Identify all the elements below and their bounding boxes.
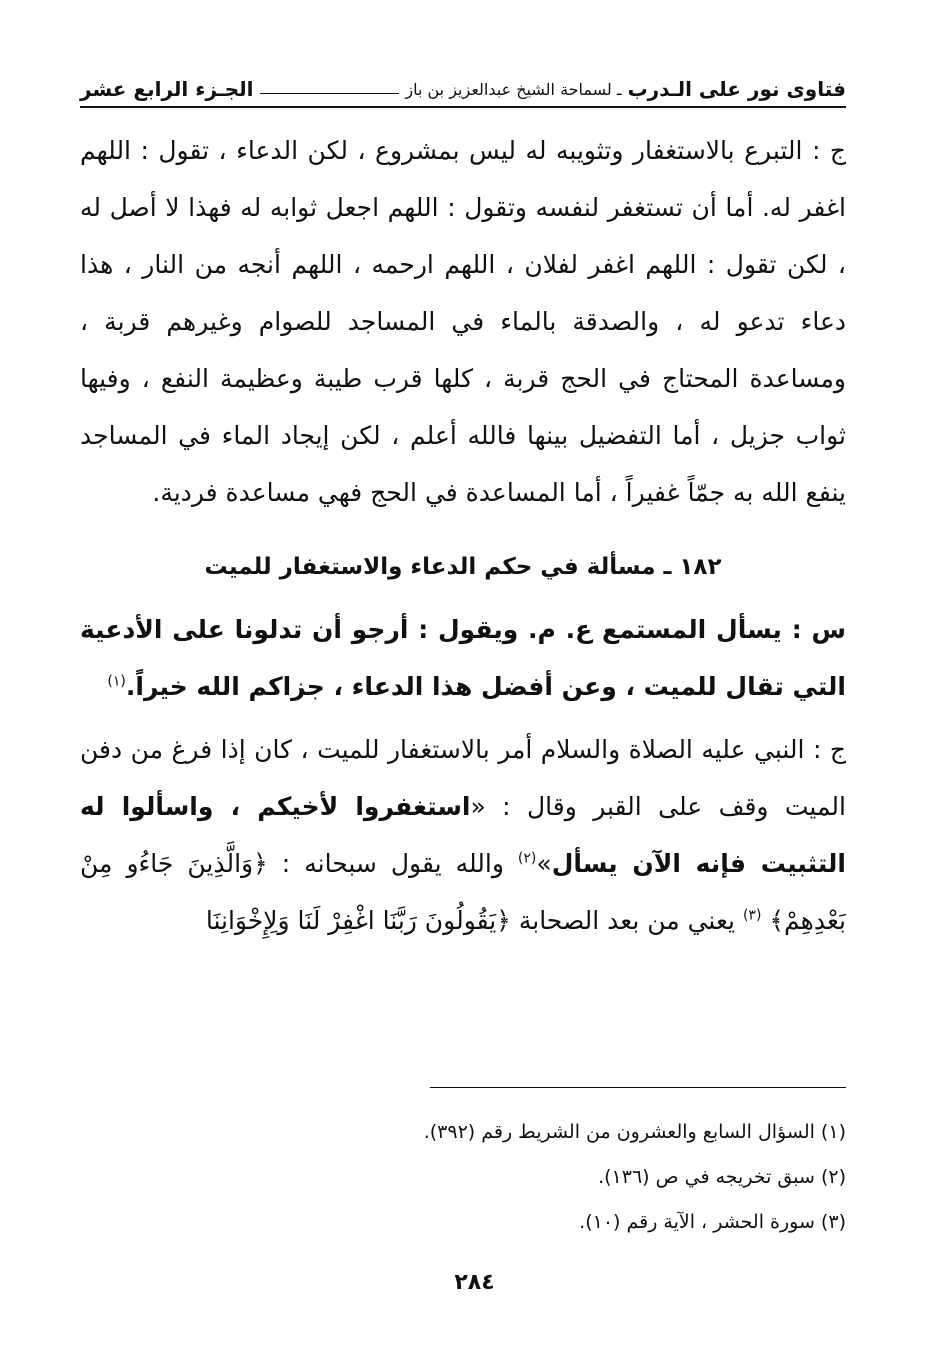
quran-verse-1: وَالَّذِينَ جَاءُو مِنْ بَعْدِهِمْ xyxy=(80,849,846,935)
footnote-ref-2: (٢) xyxy=(517,850,537,867)
page-number: ٢٨٤ xyxy=(454,1270,495,1295)
answer2-continuation: والله يقول سبحانه : ﴿ xyxy=(253,849,518,878)
question-paragraph xyxy=(80,601,846,715)
header-title-group xyxy=(405,77,846,101)
footnote-1: (١) السؤال السابع والعشرون من الشريط رقم (٣٩٢). xyxy=(423,1121,846,1143)
running-header xyxy=(80,72,846,108)
footnote-ref-3: (٣) xyxy=(742,907,762,924)
footnote-ref-1: (١) xyxy=(107,673,126,690)
footnotes xyxy=(80,1110,846,1245)
main-text xyxy=(80,122,846,949)
header-divider xyxy=(260,93,400,94)
answer2-explanation: يعني من بعد الصحابة ﴿ xyxy=(496,906,743,935)
answer-paragraph-1: ج : التبرع بالاستغفار وتثويبه له ليس بمشروع ، لكن الدعاء ، تقول : اللهم اغفر له. أما أن تستغفر لنفسه وتقول : اللهم اجعل ثوابه له فهذا لا أصل له ، لكن تقول : اللهم اغفر لفلان ، اللهم ارحمه ، اللهم أنجه من النار ، هذا دعاء تدعو له ، والصدقة بالماء في المساجد للصوام وغيرهم قربة ، ومساعدة المحتاج في الحج قربة ، كلها قرب طيبة وعظيمة النفع ، وفيها ثواب جزيل ، أما التفضيل بينها فالله أعلم ، لكن إيجاد الماء في المساجد ينفع الله به جمّاً غفيراً ، أما المساعدة في الحج فهي مساعدة فردية. xyxy=(80,136,846,507)
question-text: س : يسأل المستمع ع. م. ويقول : أرجو أن تدلونا على الأدعية التي تقال للميت ، وعن أفضل هذا الدعاء ، جزاكم الله خيراً. xyxy=(80,615,846,701)
answer2-bracket-close: ﴾ xyxy=(761,906,785,935)
footnote-separator xyxy=(430,1087,846,1088)
section-heading: ١٨٢ ـ مسألة في حكم الدعاء والاستغفار للميت xyxy=(204,554,722,580)
answer-paragraph-2 xyxy=(80,721,846,949)
hadith-quote: استغفروا لأخيكم ، واسألوا له التثبيت فإنه الآن يسأل xyxy=(80,792,846,878)
quran-verse-2: يَقُولُونَ رَبَّنَا اغْفِرْ لَنَا وَلِإِخْوَانِنَا xyxy=(205,906,497,935)
volume-label: الجـزء الرابع عشر xyxy=(80,77,254,101)
answer2-intro: ج : النبي عليه الصلاة والسلام أمر بالاستغفار للميت ، كان إذا فرغ من دفن الميت وقف على القبر وقال : « xyxy=(80,735,846,821)
book-title: فتاوى نور على الـدرب xyxy=(627,77,846,101)
footnote-3: (٣) سورة الحشر ، الآية رقم (١٠). xyxy=(579,1211,846,1233)
answer2-quote-close: » xyxy=(536,849,552,878)
author-line: ـ لسماحة الشيخ عبدالعزيز بن باز xyxy=(405,79,622,99)
footnote-2: (٢) سبق تخريجه في ص (١٣٦). xyxy=(598,1166,846,1188)
